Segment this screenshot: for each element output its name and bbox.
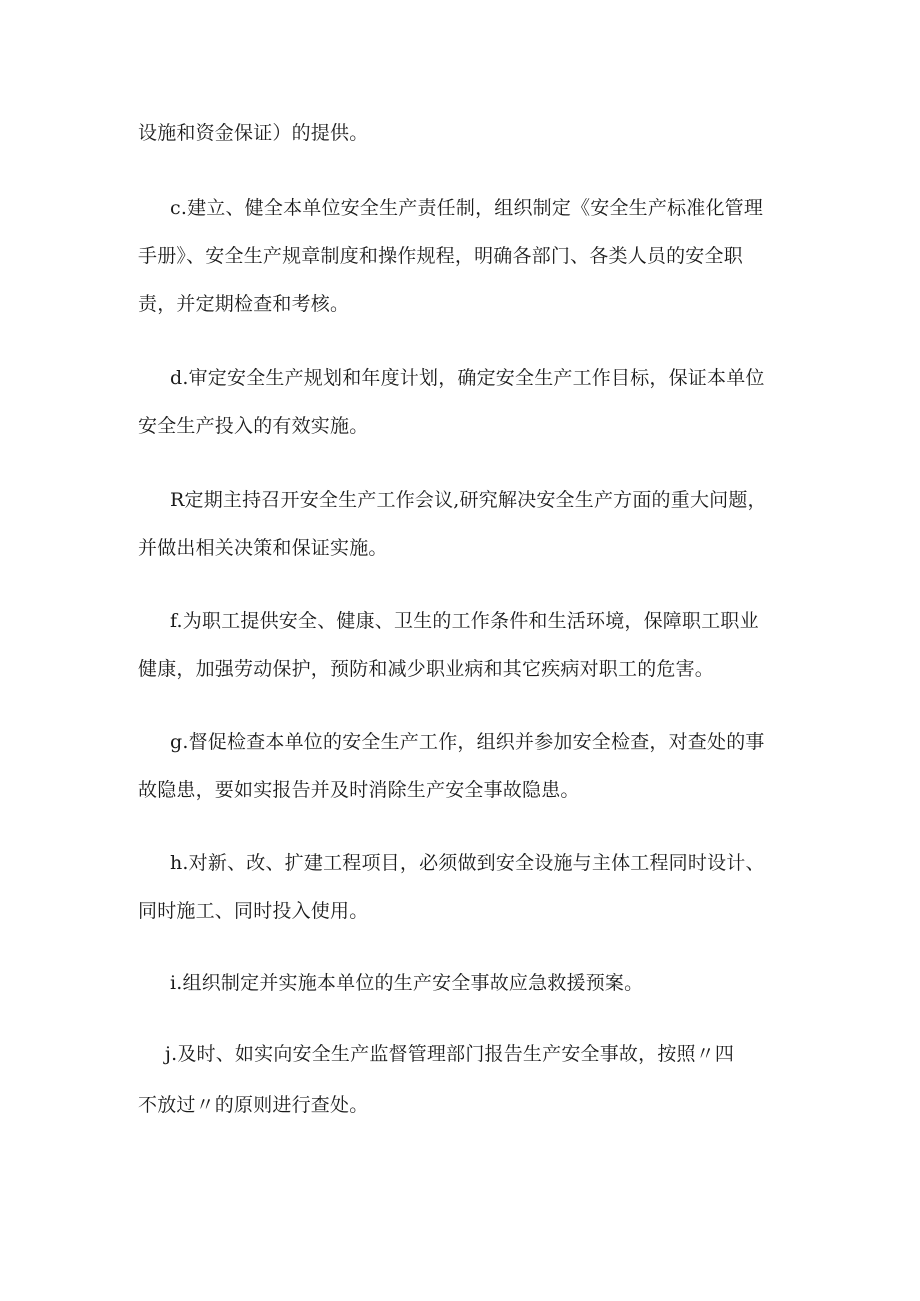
text-line-9: f.为职工提供安全、健康、卫生的工作条件和生活环境，保障职工职业 (170, 610, 759, 632)
text-line-14: 同时施工、同时投入使用。 (138, 900, 369, 922)
text-line-12: 故隐患，要如实报告并及时消除生产安全事故隐患。 (138, 779, 580, 801)
text-line-17: 不放过〃的原则进行查处。 (138, 1094, 369, 1116)
text-line-7: R定期主持召开安全生产工作会议,研究解决安全生产方面的重大问题， (170, 489, 767, 511)
text-line-2: c.建立、健全本单位安全生产责任制，组织制定《安全生产标准化管理 (170, 197, 764, 219)
text-line-13: h.对新、改、扩建工程项目，必须做到安全设施与主体工程同时设计、 (170, 852, 765, 874)
text-line-6: 安全生产投入的有效实施。 (138, 415, 369, 437)
text-line-11: g.督促检查本单位的安全生产工作，组织并参加安全检查，对查处的事 (170, 731, 765, 753)
text-line-16: j.及时、如实向安全生产监督管理部门报告生产安全事故，按照〃四 (165, 1043, 735, 1065)
text-line-3: 手册》、安全生产规章制度和操作规程，明确各部门、各类人员的安全职 (138, 245, 743, 267)
text-line-8: 并做出相关决策和保证实施。 (138, 537, 388, 559)
text-line-1: 设施和资金保证）的提供。 (138, 122, 369, 144)
text-line-4: 责，并定期检查和考核。 (138, 293, 350, 315)
text-line-10: 健康，加强劳动保护，预防和减少职业病和其它疾病对职工的危害。 (138, 658, 715, 680)
text-line-5: d.审定安全生产规划和年度计划，确定安全生产工作目标，保证本单位 (170, 367, 765, 389)
text-line-15: i.组织制定并实施本单位的生产安全事故应急救援预案。 (170, 972, 644, 994)
